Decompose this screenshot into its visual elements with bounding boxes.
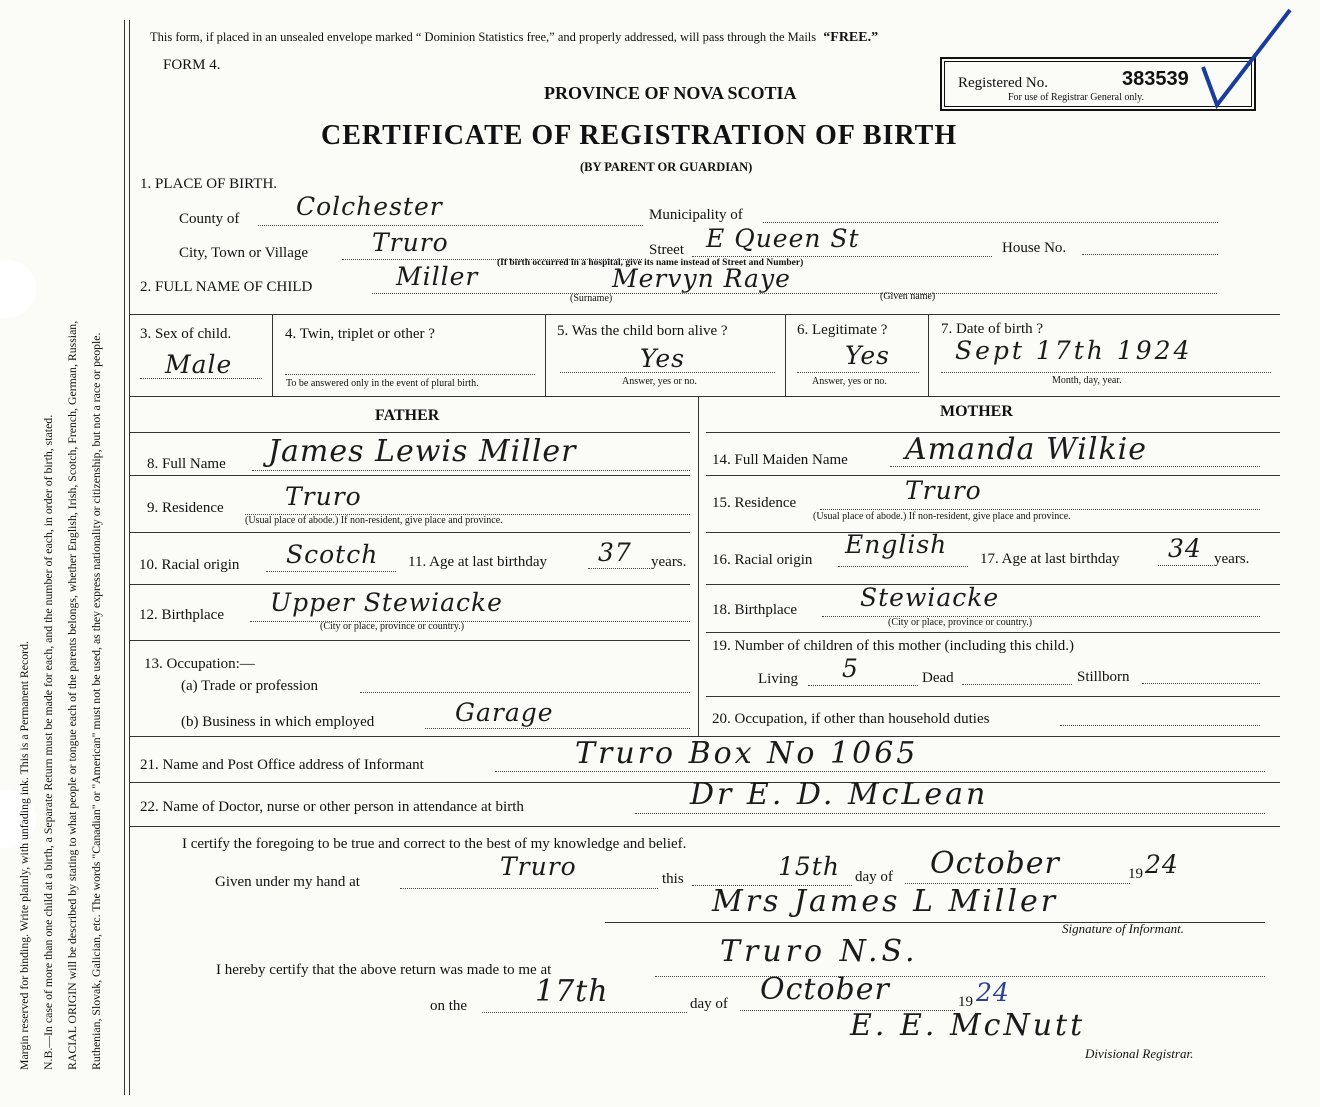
place-of-birth-heading: 1. PLACE OF BIRTH.	[140, 176, 278, 192]
city-value: Truro	[372, 228, 449, 257]
twin-note: To be answered only in the event of plural birth.	[286, 378, 479, 389]
father-residence-label: 9. Residence	[147, 500, 224, 516]
county-label: County of	[179, 211, 240, 227]
registered-number: 383539	[1122, 68, 1189, 90]
city-label: City, Town or Village	[179, 245, 309, 261]
born-alive-label: 5. Was the child born alive ?	[557, 323, 728, 339]
attendant-value: Dr E. D. McLean	[690, 777, 989, 812]
registrar-label: Divisional Registrar.	[1085, 1046, 1194, 1061]
legitimate-label: 6. Legitimate ?	[797, 322, 888, 338]
mother-race-value: English	[845, 530, 948, 559]
mother-birthplace-label: 18. Birthplace	[712, 602, 797, 618]
margin-rule	[124, 20, 125, 1095]
legitimate-value: Yes	[845, 341, 890, 370]
surname-note: (Surname)	[570, 293, 613, 304]
registrar-place: Truro N.S.	[720, 934, 919, 969]
reg-day-of-label: day of	[690, 996, 728, 1012]
given-name-note: (Given name)	[880, 291, 936, 302]
attendant-label: 22. Name of Doctor, nurse or other person in attendance at birth	[140, 799, 524, 815]
county-value: Colchester	[296, 192, 443, 221]
sex-label: 3. Sex of child.	[140, 326, 232, 342]
mother-race-label: 16. Racial origin	[712, 552, 813, 568]
born-alive-value: Yes	[640, 344, 685, 373]
dob-label: 7. Date of birth ?	[941, 321, 1044, 337]
father-race-value: Scotch	[286, 540, 379, 569]
father-name-value: James Lewis Miller	[268, 434, 577, 469]
reg-year-prefix: 19	[958, 994, 973, 1010]
father-birthplace-note: (City or place, province or country.)	[320, 621, 465, 632]
hospital-note: (If birth occurred in a hospital, give its name instead of Street and Number)	[497, 258, 804, 268]
mother-children-label: 19. Number of children of this mother (including this child.)	[712, 638, 1075, 654]
certify-statement: I certify the foregoing to be true and correct to the best of my knowledge and belief.	[182, 836, 687, 852]
given-under-label: Given under my hand at	[215, 874, 360, 890]
check-mark-icon	[1195, 5, 1295, 110]
mother-birthplace-note: (City or place, province or country.)	[888, 617, 1033, 628]
mail-notice-free: “FREE.”	[823, 30, 879, 45]
informant-signature: Mrs James L Miller	[712, 884, 1059, 919]
child-name-label: 2. FULL NAME OF CHILD	[140, 279, 313, 295]
margin-notes	[12, 20, 108, 1070]
mother-age-value: 34	[1168, 534, 1202, 563]
registered-note: For use of Registrar General only.	[1008, 92, 1144, 103]
father-race-label: 10. Racial origin	[139, 557, 240, 573]
father-business-value: Garage	[455, 698, 554, 727]
street-value: E Queen St	[706, 224, 860, 253]
child-surname: Miller	[396, 262, 479, 291]
mother-name-label: 14. Full Maiden Name	[712, 452, 848, 468]
father-birthplace-value: Upper Stewiacke	[270, 588, 503, 617]
margin-note: Margin reserved for binding. Write plainly, with unfading ink. This is a Permanent Record.	[17, 641, 31, 1070]
registered-label: Registered No.	[958, 75, 1048, 91]
registrar-signature: E. E. McNutt	[850, 1008, 1086, 1043]
registered-year-suffix: 24	[976, 978, 1010, 1007]
margin-note: N.B.—In case of more than one child at a birth, a Separate Return must be made for each, and the number of each, in order of birth, stated.	[41, 414, 55, 1070]
given-day: 15th	[778, 852, 840, 881]
twin-label: 4. Twin, triplet or other ?	[285, 326, 435, 342]
margin-rule-inner	[129, 20, 130, 1095]
margin-note: RACIAL ORIGIN will be described by stating to what people or tongue each of the parents belongs, whether English, Irish, Scotch, French, German, Russian,	[65, 320, 79, 1070]
informant-signature-label: Signature of Informant.	[1062, 921, 1184, 936]
father-age-label: 11. Age at last birthday	[408, 554, 547, 570]
street-label: Street	[649, 242, 684, 258]
mother-residence-note: (Usual place of abode.) If non-resident, give place and province.	[813, 511, 1071, 522]
given-year-prefix: 19	[1128, 866, 1143, 882]
registered-day: 17th	[535, 974, 609, 1009]
mother-heading: MOTHER	[940, 403, 1013, 420]
father-heading: FATHER	[375, 407, 440, 424]
sex-value: Male	[165, 350, 233, 379]
given-year-suffix: 24	[1145, 850, 1179, 879]
on-the-label: on the	[430, 998, 468, 1014]
mother-residence-label: 15. Residence	[712, 495, 797, 511]
mail-notice	[150, 30, 878, 46]
dob-note: Month, day, year.	[1052, 375, 1122, 386]
dead-label: Dead	[922, 670, 954, 686]
certificate-subtitle: (BY PARENT OR GUARDIAN)	[580, 160, 753, 174]
dob-value: Sept 17th 1924	[955, 336, 1193, 365]
mother-birthplace-value: Stewiacke	[860, 583, 1000, 612]
registered-month: October	[760, 972, 890, 1007]
municipality-label: Municipality of	[649, 207, 743, 223]
father-occupation-label: 13. Occupation:—	[144, 656, 255, 672]
mother-age-label: 17. Age at last birthday	[980, 551, 1120, 567]
province-heading: PROVINCE OF NOVA SCOTIA	[544, 83, 797, 103]
this-label: this	[662, 871, 684, 887]
registrar-statement: I hereby certify that the above return was made to me at	[216, 962, 552, 978]
father-age-unit: years.	[651, 554, 687, 570]
given-day-of-label: day of	[855, 869, 893, 885]
living-label: Living	[758, 671, 798, 687]
child-given-name: Mervyn Raye	[612, 264, 791, 293]
certificate-title: CERTIFICATE OF REGISTRATION OF BIRTH	[321, 120, 958, 151]
father-birthplace-label: 12. Birthplace	[139, 607, 224, 623]
father-name-label: 8. Full Name	[147, 456, 226, 472]
margin-note: Ruthenian, Slovak, Galician, etc. The words "Canadian" or "American" must not be used, as they express nationality or citizenship, but not a race or people.	[89, 332, 103, 1070]
father-trade-label: (a) Trade or profession	[181, 678, 319, 694]
given-place: Truro	[500, 852, 577, 881]
mother-occupation-label: 20. Occupation, if other than household duties	[712, 711, 990, 727]
father-age-value: 37	[598, 538, 632, 567]
father-residence-value: Truro	[285, 482, 362, 511]
given-month: October	[930, 846, 1060, 881]
mother-residence-value: Truro	[905, 476, 982, 505]
house-number-label: House No.	[1002, 240, 1067, 256]
informant-label: 21. Name and Post Office address of Informant	[140, 757, 424, 773]
father-business-label: (b) Business in which employed	[181, 714, 375, 730]
mother-name-value: Amanda Wilkie	[905, 432, 1147, 467]
legitimate-note: Answer, yes or no.	[812, 376, 887, 387]
mother-age-unit: years.	[1214, 551, 1250, 567]
born-alive-note: Answer, yes or no.	[622, 376, 697, 387]
father-residence-note: (Usual place of abode.) If non-resident, give place and province.	[245, 515, 503, 526]
stillborn-label: Stillborn	[1077, 669, 1130, 685]
living-value: 5	[842, 654, 859, 683]
form-number: FORM 4.	[163, 57, 221, 73]
informant-value: Truro Box No 1065	[575, 736, 919, 771]
mail-notice-text: This form, if placed in an unsealed envelope marked “ Dominion Statistics free,” and properly addressed, will pass through the Mails	[150, 30, 817, 44]
